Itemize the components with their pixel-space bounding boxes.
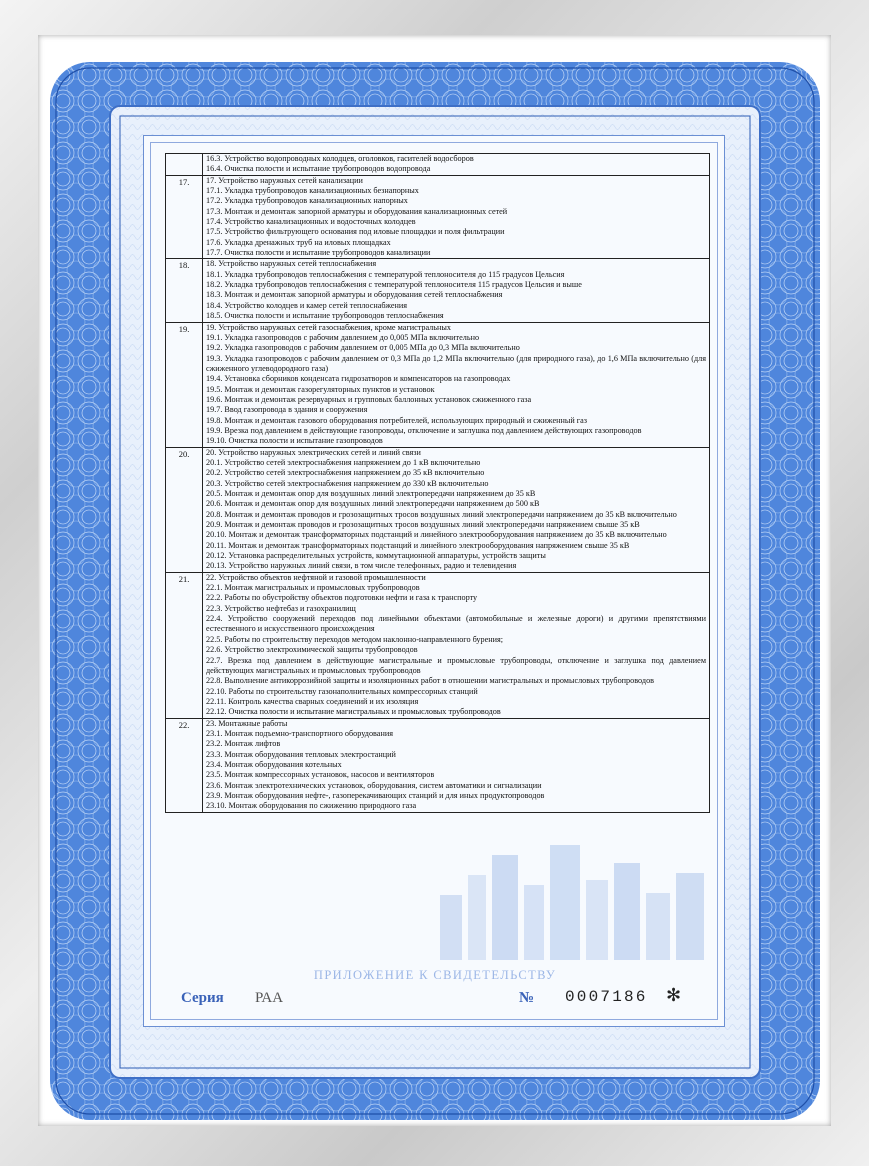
work-item: 22.5. Работы по строительству переходов методом наклонно-направленного бурения;: [206, 634, 504, 644]
permits-table: [165, 153, 710, 813]
work-item: 19. Устройство наружных сетей газоснабжения, кроме магистральных: [206, 322, 451, 332]
work-item: 20.12. Установка распределительных устройств, коммутационной аппаратуры, устройств защиты: [206, 551, 546, 561]
table-row: [166, 718, 710, 812]
star-mark: ✻: [666, 985, 682, 1005]
work-item: 22.12. Очистка полости и испытание магистральных и промысловых трубопроводов: [206, 707, 501, 717]
work-item: 19.1. Укладка газопроводов с рабочим давлением до 0,005 МПа включительно: [206, 332, 480, 342]
series-label: Серия: [181, 990, 224, 1006]
work-item: 19.10. Очистка полости и испытание газопроводов: [206, 436, 383, 446]
work-item: 19.2. Укладка газопроводов с рабочим давлением от 0,005 МПа до 0,3 МПа включительно: [206, 343, 520, 353]
document-number: 0007186: [565, 988, 648, 1006]
work-item: 17.4. Устройство канализационных и водосточных колодцев: [206, 217, 416, 227]
work-item: 20.10. Монтаж и демонтаж трансформаторных подстанций и линейного электрооборудования напряжением до 35 кВ включительно: [206, 530, 667, 540]
work-item: 20.3. Устройство сетей электроснабжения напряжением до 330 кВ включительно: [206, 478, 489, 488]
table-row: [166, 175, 710, 259]
work-item: 22.8. Выполнение антикоррозийной защиты и изоляционных работ в отношении магистральных и промысловых трубопроводов: [206, 676, 655, 686]
work-item: 22.2. Работы по обустройству объектов подготовки нефти и газа к транспорту: [206, 593, 478, 603]
row-items: [203, 154, 710, 176]
work-item: 18. Устройство наружных сетей теплоснабжения: [206, 259, 377, 269]
table-row: [166, 572, 710, 718]
work-item: 23.10. Монтаж оборудования по сжижению природного газа: [206, 801, 417, 811]
work-item: 17.2. Укладка трубопроводов канализационных напорных: [206, 196, 408, 206]
work-item: 23.9. Монтаж оборудования нефте-, газоперекачивающих станций и для иных продуктопроводов: [206, 790, 545, 800]
work-item: 19.5. Монтаж и демонтаж газорегуляторных пунктов и установок: [206, 384, 435, 394]
work-item: 18.2. Укладка трубопроводов теплоснабжения с температурой теплоносителя 115 градусов Цельсия и выше: [206, 280, 582, 290]
work-item: 16.3. Устройство водопроводных колодцев, оголовков, гасителей водосборов: [206, 154, 474, 163]
work-item: 19.6. Монтаж и демонтаж резервуарных и групповых баллонных установок сжиженного газа: [206, 394, 532, 404]
work-item: 23.5. Монтаж компрессорных установок, насосов и вентиляторов: [206, 770, 435, 780]
work-item: 22.3. Устройство нефтебаз и газохранилищ: [206, 603, 356, 613]
work-item: 23. Монтажные работы: [206, 718, 288, 728]
work-item: 22.11. Контроль качества сварных соединений и их изоляция: [206, 696, 419, 706]
table-row: [166, 154, 710, 176]
series-value: РАА: [255, 990, 284, 1006]
work-item: 17.5. Устройство фильтрующего основания под иловые площадки и поля фильтрации: [206, 227, 505, 237]
row-number: 22.: [166, 718, 203, 812]
table-row: [166, 259, 710, 322]
work-item: 22.7. Врезка под давлением в действующие магистральные и промысловые трубопроводы, отключение и заглушка под давлением действующих магистральных и промысловых трубопроводов: [206, 655, 706, 675]
work-item: 20.11. Монтаж и демонтаж трансформаторных подстанций и линейного электрооборудования напряжением свыше 35 кВ: [206, 540, 630, 550]
row-number: [166, 154, 203, 176]
work-item: 19.7. Ввод газопровода в здания и сооружения: [206, 405, 368, 415]
work-item: 23.4. Монтаж оборудования котельных: [206, 759, 342, 769]
row-number: 17.: [166, 175, 203, 259]
work-item: 23.1. Монтаж подъемно-транспортного оборудования: [206, 728, 393, 738]
work-item: 18.4. Устройство колодцев и камер сетей теплоснабжения: [206, 300, 408, 310]
work-item: 16.4. Очистка полости и испытание трубопроводов водопровода: [206, 164, 431, 174]
row-items: [203, 572, 710, 718]
work-item: 18.1. Укладка трубопроводов теплоснабжения с температурой теплоносителя до 115 градусов Цельсия: [206, 269, 565, 279]
work-item: 20.5. Монтаж и демонтаж опор для воздушных линий электропередачи напряжением до 35 кВ: [206, 489, 536, 498]
row-items: [203, 175, 710, 259]
row-items: [203, 259, 710, 322]
work-item: 17. Устройство наружных сетей канализации: [206, 175, 363, 185]
work-item: 22.6. Устройство электрохимической защиты трубопроводов: [206, 645, 418, 655]
work-item: 17.3. Монтаж и демонтаж запорной арматуры и оборудования канализационных сетей: [206, 206, 508, 216]
work-item: 20.13. Устройство наружных линий связи, в том числе телефонных, радио и телевидения: [206, 561, 517, 571]
work-item: 23.3. Монтаж оборудования тепловых электростанций: [206, 749, 396, 759]
work-item: 20.2. Устройство сетей электроснабжения напряжением до 35 кВ включительно: [206, 468, 485, 478]
work-item: 19.4. Установка сборников конденсата гидрозатворов и компенсаторов на газопроводах: [206, 374, 511, 384]
work-item: 19.3. Укладка газопроводов с рабочим давлением от 0,3 МПа до 1,2 МПа включительно (для природного газа), до 1,6 МПа включительно (для сжиженного углеводородного газа): [206, 353, 706, 373]
work-item: 18.3. Монтаж и демонтаж запорной арматуры и оборудования сетей теплоснабжения: [206, 290, 503, 300]
row-items: [203, 322, 710, 447]
work-item: 20.6. Монтаж и демонтаж опор для воздушных линий электропередачи напряжением до 500 кВ: [206, 499, 540, 509]
work-item: 22.4. Устройство сооружений переходов под линейными объектами (автомобильные и железные дороги) и другими препятствиями естественного и искусственного происхождения: [206, 614, 706, 634]
city-watermark: [430, 835, 710, 960]
row-number: 20.: [166, 447, 203, 572]
work-item: 20.1. Устройство сетей электроснабжения напряжением до 1 кВ включительно: [206, 457, 481, 467]
work-item: 18.5. Очистка полости и испытание трубопроводов теплоснабжения: [206, 311, 444, 321]
work-item: 17.7. Очистка полости и испытание трубопроводов канализации: [206, 248, 431, 258]
number-label: №: [519, 990, 535, 1006]
row-number: 21.: [166, 572, 203, 718]
work-item: 23.2. Монтаж лифтов: [206, 739, 281, 749]
row-items: [203, 447, 710, 572]
work-item: 17.1. Укладка трубопроводов канализационных безнапорных: [206, 186, 419, 196]
work-item: 22. Устройство объектов нефтяной и газовой промышленности: [206, 572, 426, 582]
permits-table-wrapper: [165, 153, 710, 813]
work-item: 23.6. Монтаж электротехнических установок, оборудования, систем автоматики и сигнализации: [206, 780, 542, 790]
work-item: 20. Устройство наружных электрических сетей и линий связи: [206, 447, 421, 457]
work-item: 22.10. Работы по строительству газонаполнительных компрессорных станций: [206, 686, 478, 696]
table-row: [166, 447, 710, 572]
appendix-title: ПРИЛОЖЕНИЕ К СВИДЕТЕЛЬСТВУ: [313, 968, 557, 982]
work-item: 19.8. Монтаж и демонтаж газового оборудования потребителей, использующих природный и сжиженный газ: [206, 415, 588, 425]
row-number: 18.: [166, 259, 203, 322]
work-item: 17.6. Укладка дренажных труб на иловых площадках: [206, 237, 391, 247]
row-items: [203, 718, 710, 812]
work-item: 20.8. Монтаж и демонтаж проводов и грозозащитных тросов воздушных линий электропередачи напряжением до 35 кВ включительно: [206, 509, 677, 519]
table-row: [166, 322, 710, 447]
work-item: 22.1. Монтаж магистральных и промысловых трубопроводов: [206, 583, 420, 593]
work-item: 19.9. Врезка под давлением в действующие газопроводы, отключение и заглушка под давлением действующих газопроводов: [206, 425, 642, 435]
row-number: 19.: [166, 322, 203, 447]
work-item: 20.9. Монтаж и демонтаж проводов и грозозащитных тросов воздушных линий электропередачи напряжением свыше 35 кВ: [206, 520, 640, 530]
